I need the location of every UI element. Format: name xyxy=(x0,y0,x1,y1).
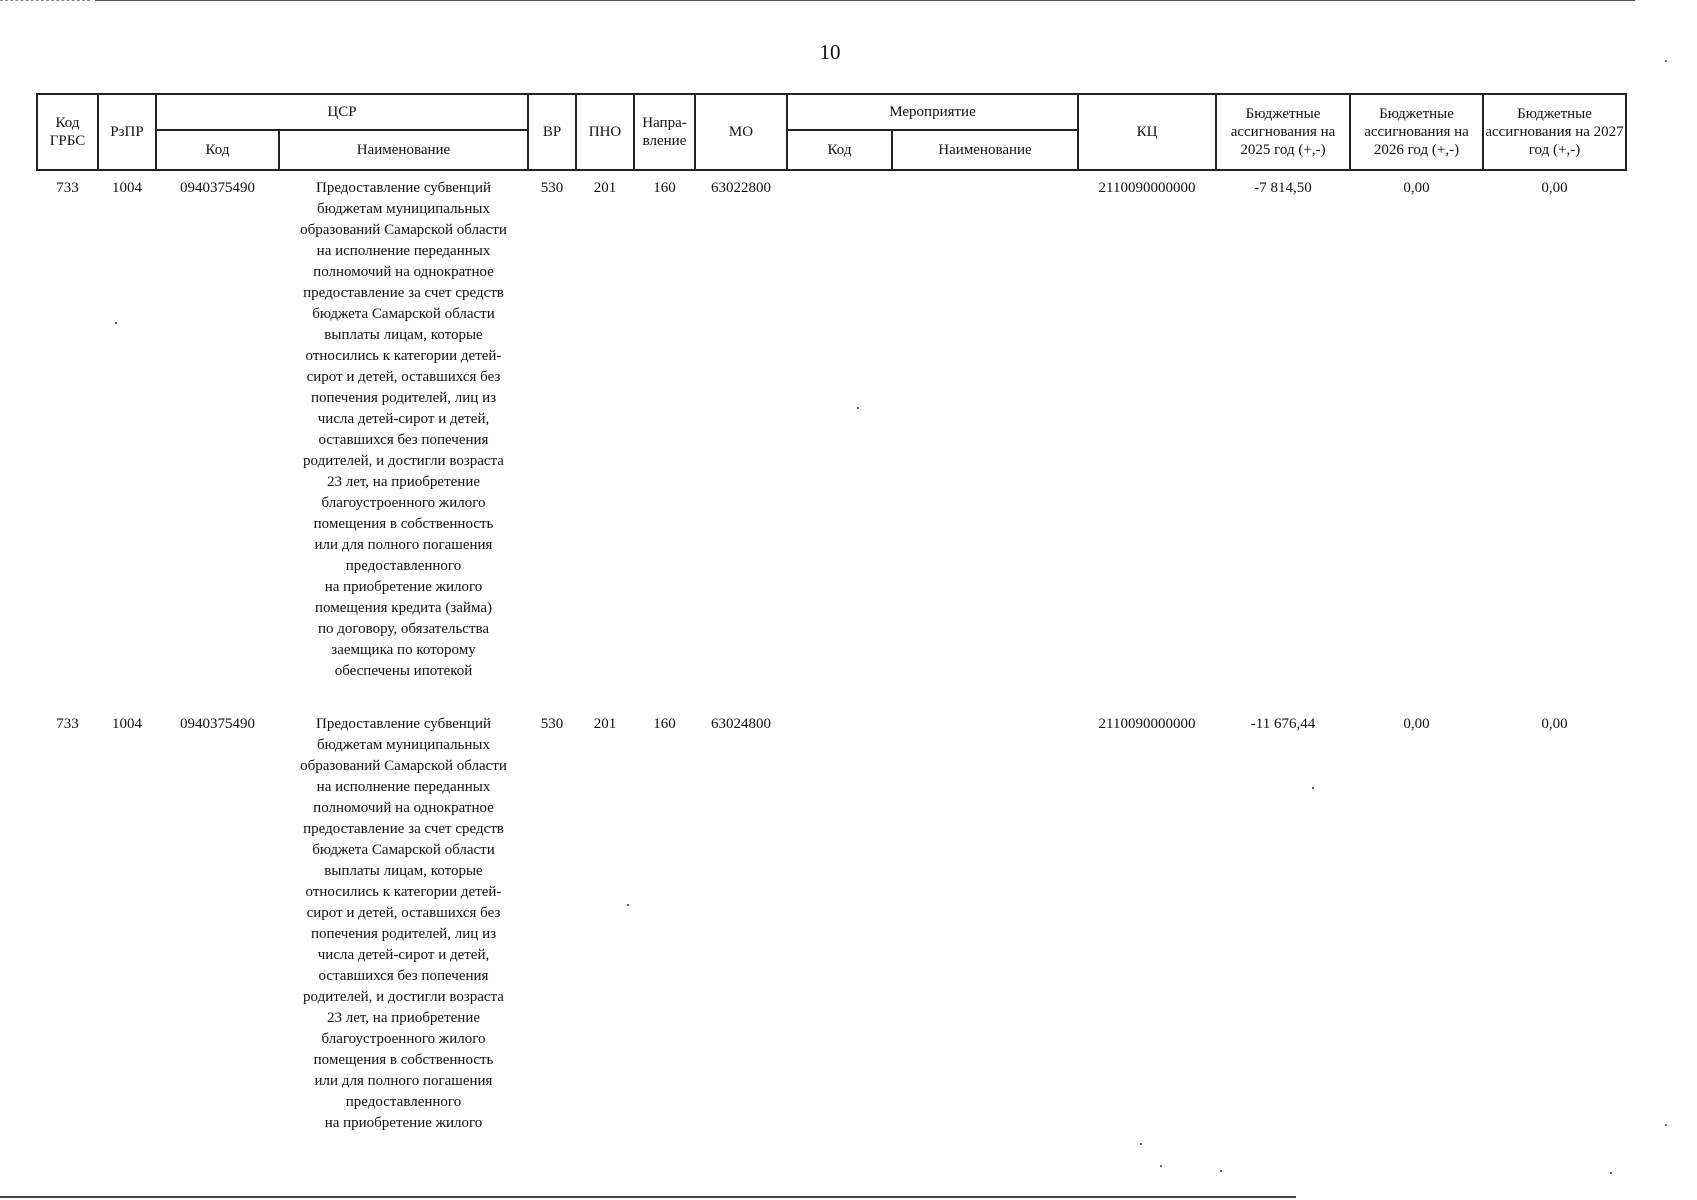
scan-speck xyxy=(115,322,117,324)
scan-speck xyxy=(1665,60,1667,62)
cell-mo: 63024800 xyxy=(711,716,771,732)
row-spacer xyxy=(37,682,1626,714)
cell-budget-2026: 0,00 xyxy=(1403,716,1430,732)
cell-grbs: 733 xyxy=(56,180,79,196)
header-mo: МО xyxy=(695,94,787,170)
header-event-name: Наименование xyxy=(892,130,1078,170)
cell-rzpr: 1004 xyxy=(112,180,142,196)
table-row xyxy=(37,714,1626,1134)
header-csr-name: Наименование xyxy=(279,130,528,170)
scan-speck xyxy=(857,407,859,409)
cell-kc: 2110090000000 xyxy=(1098,716,1196,732)
cell-rzpr: 1004 xyxy=(112,716,142,732)
scan-speck xyxy=(1140,1143,1142,1145)
cell-csr-kod: 0940375490 xyxy=(180,716,255,732)
cell-budget-2027: 0,00 xyxy=(1541,716,1568,732)
cell-vr: 530 xyxy=(540,716,564,732)
top-dashed-rule xyxy=(0,0,90,1)
top-rule xyxy=(95,0,1635,1)
header-csr: ЦСР xyxy=(156,94,528,130)
header-kc: КЦ xyxy=(1078,94,1216,170)
cell-csr-name: Предоставление субвенций бюджетам муниципальных образований Самарской области на исполнение переданных полномочий на однократное предоставление за счет средств бюджета Самарской области выплаты лицам, которые относились к категории детей- сирот и детей, оставшихся без попечения родителей, лиц из числа детей-сирот и детей, оставшихся без попечения родителей, и достигли возраста 23 лет, на приобретение благоустроенного жилого помещения в собственность или для полного погашения предоставленного на приобретение жилого xyxy=(300,716,507,1131)
cell-event-kod xyxy=(787,170,892,682)
header-vr: ВР xyxy=(528,94,576,170)
header-event-kod: Код xyxy=(787,130,892,170)
scan-speck xyxy=(1665,1124,1667,1126)
table-row xyxy=(37,170,1626,682)
cell-pno: 201 xyxy=(593,180,617,196)
budget-table xyxy=(36,93,1627,1134)
spacer-cell xyxy=(37,682,1626,714)
bottom-rule xyxy=(0,1196,1296,1198)
header-kod-grbs: Код ГРБС xyxy=(37,94,98,170)
scan-speck xyxy=(1312,787,1314,789)
cell-direction: 160 xyxy=(653,716,676,732)
scan-speck xyxy=(1220,1170,1222,1172)
cell-budget-2026: 0,00 xyxy=(1403,180,1430,196)
header-budget-2025: Бюджетные ассигнования на 2025 год (+,-) xyxy=(1216,94,1350,170)
cell-event-name xyxy=(892,714,1078,1134)
scan-speck xyxy=(1160,1165,1162,1167)
header-rzpr: РзПР xyxy=(98,94,156,170)
cell-pno: 201 xyxy=(593,716,617,732)
cell-grbs: 733 xyxy=(56,716,79,732)
header-csr-kod: Код xyxy=(156,130,279,170)
header-budget-2027: Бюджетные ассигнования на 2027 год (+,-) xyxy=(1483,94,1626,170)
cell-budget-2027: 0,00 xyxy=(1541,180,1568,196)
cell-kc: 2110090000000 xyxy=(1098,180,1196,196)
header-direction: Напра-вление xyxy=(634,94,695,170)
cell-csr-name: Предоставление субвенций бюджетам муниципальных образований Самарской области на исполнение переданных полномочий на однократное предоставление за счет средств бюджета Самарской области выплаты лицам, которые относились к категории детей- сирот и детей, оставшихся без попечения родителей, лиц из числа детей-сирот и детей, оставшихся без попечения родителей, и достигли возраста 23 лет, на приобретение благоустроенного жилого помещения в собственность или для полного погашения предоставленного на приобретение жилого помещения кредита (займа) по договору, обязательства заемщика по которому обеспечены ипотекой xyxy=(300,180,507,679)
cell-csr-kod: 0940375490 xyxy=(180,180,255,196)
header-budget-2026: Бюджетные ассигнования на 2026 год (+,-) xyxy=(1350,94,1483,170)
header-event: Мероприятие xyxy=(787,94,1078,130)
cell-event-kod xyxy=(787,714,892,1134)
header-pno: ПНО xyxy=(576,94,634,170)
page-number: 10 xyxy=(819,40,841,64)
header-row-top xyxy=(37,94,1626,130)
cell-mo: 63022800 xyxy=(711,180,771,196)
cell-budget-2025: -7 814,50 xyxy=(1254,180,1312,196)
cell-event-name xyxy=(892,170,1078,682)
cell-vr: 530 xyxy=(540,180,564,196)
cell-direction: 160 xyxy=(653,180,676,196)
cell-budget-2025: -11 676,44 xyxy=(1250,716,1316,732)
scan-speck xyxy=(627,904,629,906)
scan-speck xyxy=(1610,1172,1612,1174)
